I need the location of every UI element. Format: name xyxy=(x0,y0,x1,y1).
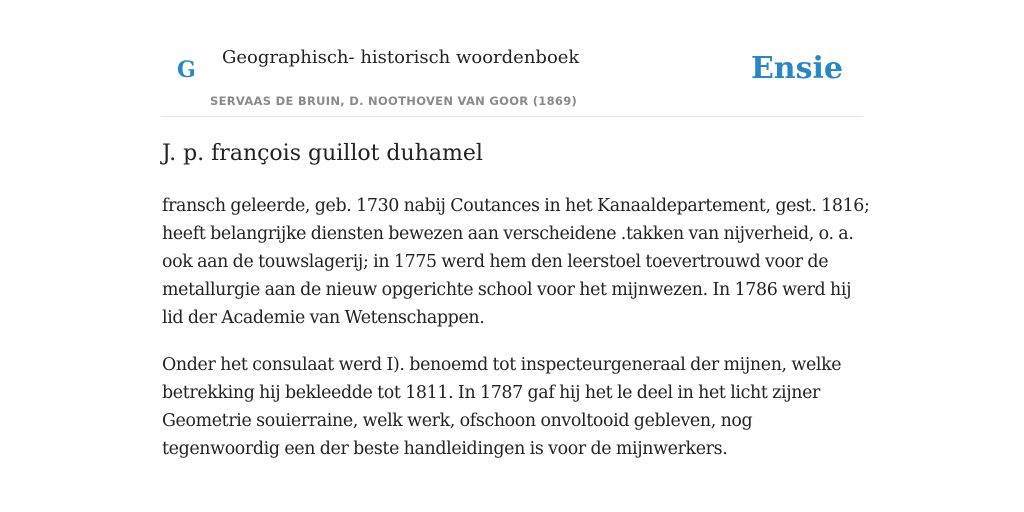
entry-title: J. p. françois guillot duhamel xyxy=(162,141,483,166)
entry-body xyxy=(162,192,870,482)
paragraph-line: ook aan de touwslagerij; in 1775 werd hem den leerstoel toevertrouwd voor de xyxy=(162,252,829,272)
paragraph-line: heeft belangrijke diensten bewezen aan verscheidene .takken van nijverheid, o. a. xyxy=(162,224,854,244)
paragraph-line: betrekking hij bekleedde tot 1811. In 1787 gaf hij het le deel in het licht zijner xyxy=(162,383,821,403)
paragraph-line: tegenwoordig een der beste handleidingen is voor de mijnwerkers. xyxy=(162,439,728,459)
paragraph-line: Geometrie souierraine, welk werk, ofschoon onvoltooid gebleven, nog xyxy=(162,411,753,431)
paragraph-line: metallurgie aan de nieuw opgerichte school voor het mijnwezen. In 1786 werd hij xyxy=(162,280,852,300)
paragraph-line: Onder het consulaat werd I). benoemd tot inspecteurgeneraal der mijnen, welke xyxy=(162,355,842,375)
entry-paragraph-2 xyxy=(162,351,862,463)
book-logo-letter[interactable]: G xyxy=(177,57,196,83)
book-title-link[interactable]: Geographisch- historisch woordenboek xyxy=(222,47,580,68)
ensie-logo[interactable]: Ensie xyxy=(750,51,843,86)
paragraph-line: fransch geleerde, geb. 1730 nabij Coutances in het Kanaaldepartement, gest. 1816; xyxy=(162,196,870,216)
entry-paragraph-1 xyxy=(162,192,870,332)
book-header xyxy=(162,0,862,117)
paragraph-line: lid der Academie van Wetenschappen. xyxy=(162,308,485,328)
book-author: SERVAAS DE BRUIN, D. NOOTHOVEN VAN GOOR (1869) xyxy=(210,94,578,108)
